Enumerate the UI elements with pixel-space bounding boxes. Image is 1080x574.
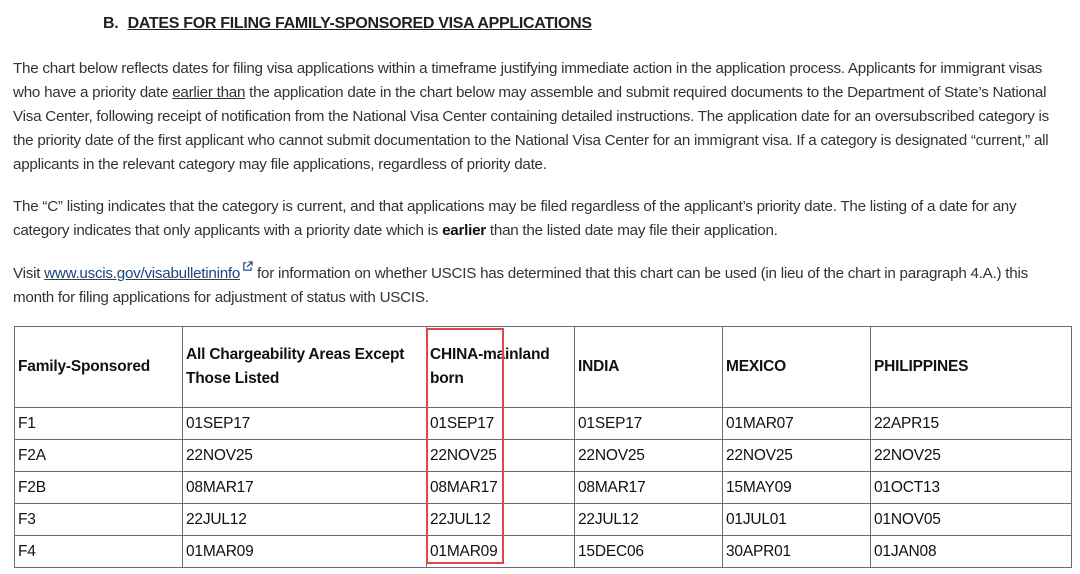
cell-philippines: 01OCT13: [871, 472, 1072, 504]
table-row: [15, 408, 1072, 440]
family-sponsored-dates-table: [14, 326, 1072, 568]
table-header-row: [15, 327, 1072, 408]
cell-china: 22NOV25: [427, 440, 575, 472]
cell-china: 08MAR17: [427, 472, 575, 504]
table-row: [15, 472, 1072, 504]
cell-india: 15DEC06: [575, 536, 723, 568]
cell-all-chargeability: 01SEP17: [183, 408, 427, 440]
cell-philippines: 22NOV25: [871, 440, 1072, 472]
cell-india: 22JUL12: [575, 504, 723, 536]
header-family-sponsored: Family-Sponsored: [15, 327, 183, 408]
paragraph-uscis-info: [13, 261, 1071, 310]
cell-india: 22NOV25: [575, 440, 723, 472]
header-all-chargeability: All Chargeability Areas Except Those Listed: [183, 327, 427, 408]
paragraph2-bold: earlier: [442, 222, 486, 239]
paragraph2-text-b: than the listed date may file their application.: [485, 222, 778, 239]
cell-mexico: 01JUL01: [723, 504, 871, 536]
section-letter: B.: [103, 15, 119, 32]
header-india: INDIA: [575, 327, 723, 408]
cell-mexico: 30APR01: [723, 536, 871, 568]
section-title: DATES FOR FILING FAMILY-SPONSORED VISA APPLICATIONS: [127, 15, 592, 32]
cell-all-chargeability: 22NOV25: [183, 440, 427, 472]
paragraph1-underlined: earlier than: [172, 84, 246, 101]
table-row: [15, 440, 1072, 472]
cell-category: F2B: [15, 472, 183, 504]
cell-all-chargeability: 22JUL12: [183, 504, 427, 536]
cell-category: F3: [15, 504, 183, 536]
cell-india: 08MAR17: [575, 472, 723, 504]
paragraph3-suffix: for information on whether USCIS has determined that this chart can be used (in lieu of the chart in paragraph 4.A.) this month for filing applications for adjustment of status with USCIS.: [13, 265, 1028, 306]
paragraph-dates-explanation: [13, 57, 1071, 177]
cell-mexico: 15MAY09: [723, 472, 871, 504]
uscis-link[interactable]: www.uscis.gov/visabulletininfo: [44, 265, 241, 282]
cell-china: 01SEP17: [427, 408, 575, 440]
cell-all-chargeability: 08MAR17: [183, 472, 427, 504]
cell-china: 22JUL12: [427, 504, 575, 536]
paragraph2-text-a: The “C” listing indicates that the category is current, and that applications may be filed regardless of the applicant’s priority date. The listing of a date for any category indicates that only applicants with a priority date which is: [13, 198, 1017, 239]
header-mexico: MEXICO: [723, 327, 871, 408]
cell-all-chargeability: 01MAR09: [183, 536, 427, 568]
external-link-icon: [242, 261, 253, 272]
table-row: [15, 504, 1072, 536]
header-philippines: PHILIPPINES: [871, 327, 1072, 408]
cell-philippines: 22APR15: [871, 408, 1072, 440]
cell-category: F4: [15, 536, 183, 568]
paragraph3-prefix: Visit: [13, 265, 45, 282]
paragraph1-text-b: the application date in the chart below may assemble and submit required documents to the Department of State’s National Visa Center, following receipt of notification from the National Visa Center containing detailed instructions. The application date for an oversubscribed category is the priority date of the first applicant who cannot submit documentation to the National Visa Center for an immigrant visa. If a category is designated “current,” all applicants in the relevant category may file applications, regardless of priority date.: [13, 84, 1049, 173]
header-china: CHINA-mainland born: [427, 327, 575, 408]
cell-mexico: 01MAR07: [723, 408, 871, 440]
cell-philippines: 01NOV05: [871, 504, 1072, 536]
paragraph-current-listing: [13, 195, 1071, 243]
paragraph1-text-a: The chart below reflects dates for filing visa applications within a timeframe justifying immediate action in the application process. Applicants for immigrant visas who have a priority date: [13, 60, 1043, 101]
section-heading: [103, 15, 592, 33]
table-row: [15, 536, 1072, 568]
cell-category: F1: [15, 408, 183, 440]
cell-india: 01SEP17: [575, 408, 723, 440]
cell-mexico: 22NOV25: [723, 440, 871, 472]
cell-china: 01MAR09: [427, 536, 575, 568]
cell-category: F2A: [15, 440, 183, 472]
cell-philippines: 01JAN08: [871, 536, 1072, 568]
